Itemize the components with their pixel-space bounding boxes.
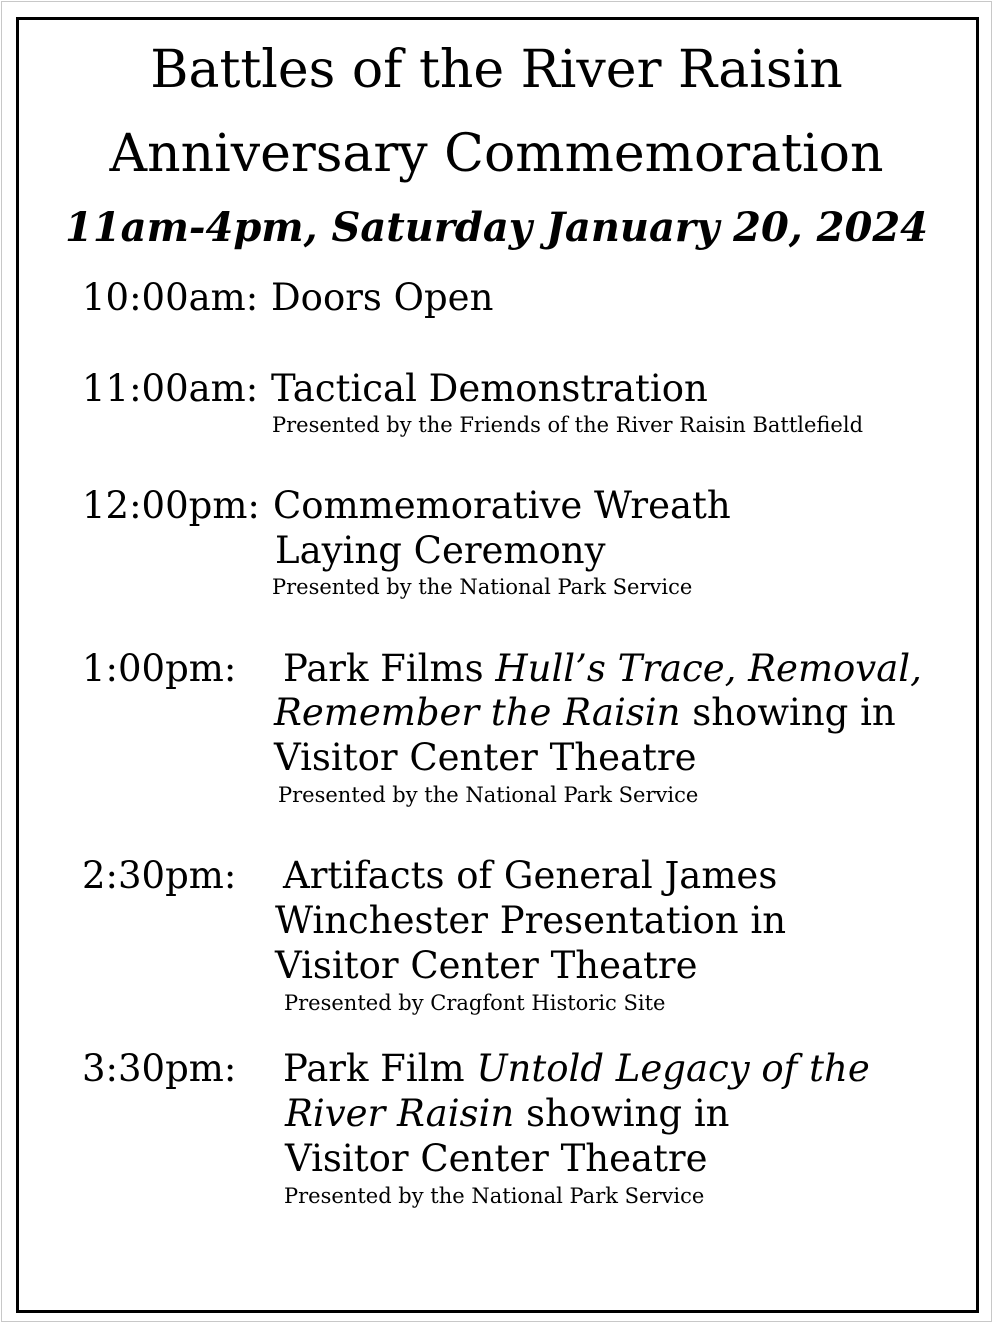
schedule-title-line-3: Visitor Center Theatre — [274, 736, 697, 779]
schedule-title-line-3: Visitor Center Theatre — [275, 944, 698, 987]
schedule-time: 3:30pm: — [82, 1047, 237, 1090]
event-date-time: 11am-4pm, Saturday January 20, 2024 — [65, 204, 928, 251]
title-text: showing in — [680, 691, 896, 734]
title-text: Park Film — [283, 1047, 477, 1090]
schedule-presenter: Presented by the Friends of the River Raisin Battlefield — [272, 413, 864, 437]
film-title: River Raisin — [285, 1092, 515, 1135]
title-text: showing in — [514, 1092, 730, 1135]
schedule-presenter: Presented by the National Park Service — [272, 575, 693, 599]
schedule-title-line-1: Commemorative Wreath — [273, 484, 731, 527]
schedule-presenter: Presented by Cragfont Historic Site — [284, 991, 666, 1015]
schedule-time: 12:00pm: — [82, 484, 260, 527]
schedule-title-line-1 — [283, 1047, 870, 1091]
schedule-time: 10:00am: — [82, 276, 259, 319]
schedule-title-line-1 — [283, 647, 922, 691]
title-line-1: Battles of the River Raisin — [150, 40, 843, 100]
schedule-title-line-3: Visitor Center Theatre — [285, 1137, 708, 1180]
film-titles: Hull’s Trace, Removal, — [495, 647, 922, 690]
schedule-presenter: Presented by the National Park Service — [284, 1184, 705, 1208]
schedule-time: 1:00pm: — [82, 647, 237, 690]
schedule-title-line-2 — [285, 1092, 730, 1136]
schedule-title-line-2 — [274, 691, 896, 735]
film-title: Untold Legacy of the — [476, 1047, 870, 1090]
film-title: Remember the Raisin — [274, 691, 681, 734]
schedule-title-line-2: Winchester Presentation in — [275, 899, 787, 942]
schedule-title-line-2: Laying Ceremony — [275, 529, 606, 572]
schedule-title: Doors Open — [271, 276, 494, 319]
schedule-time: 2:30pm: — [82, 854, 237, 897]
schedule-title-line-1: Artifacts of General James — [283, 854, 778, 897]
schedule-time: 11:00am: — [82, 367, 259, 410]
title-line-2: Anniversary Commemoration — [109, 124, 884, 184]
schedule-presenter: Presented by the National Park Service — [278, 783, 699, 807]
title-text: Park Films — [283, 647, 496, 690]
schedule-title: Tactical Demonstration — [271, 367, 708, 410]
